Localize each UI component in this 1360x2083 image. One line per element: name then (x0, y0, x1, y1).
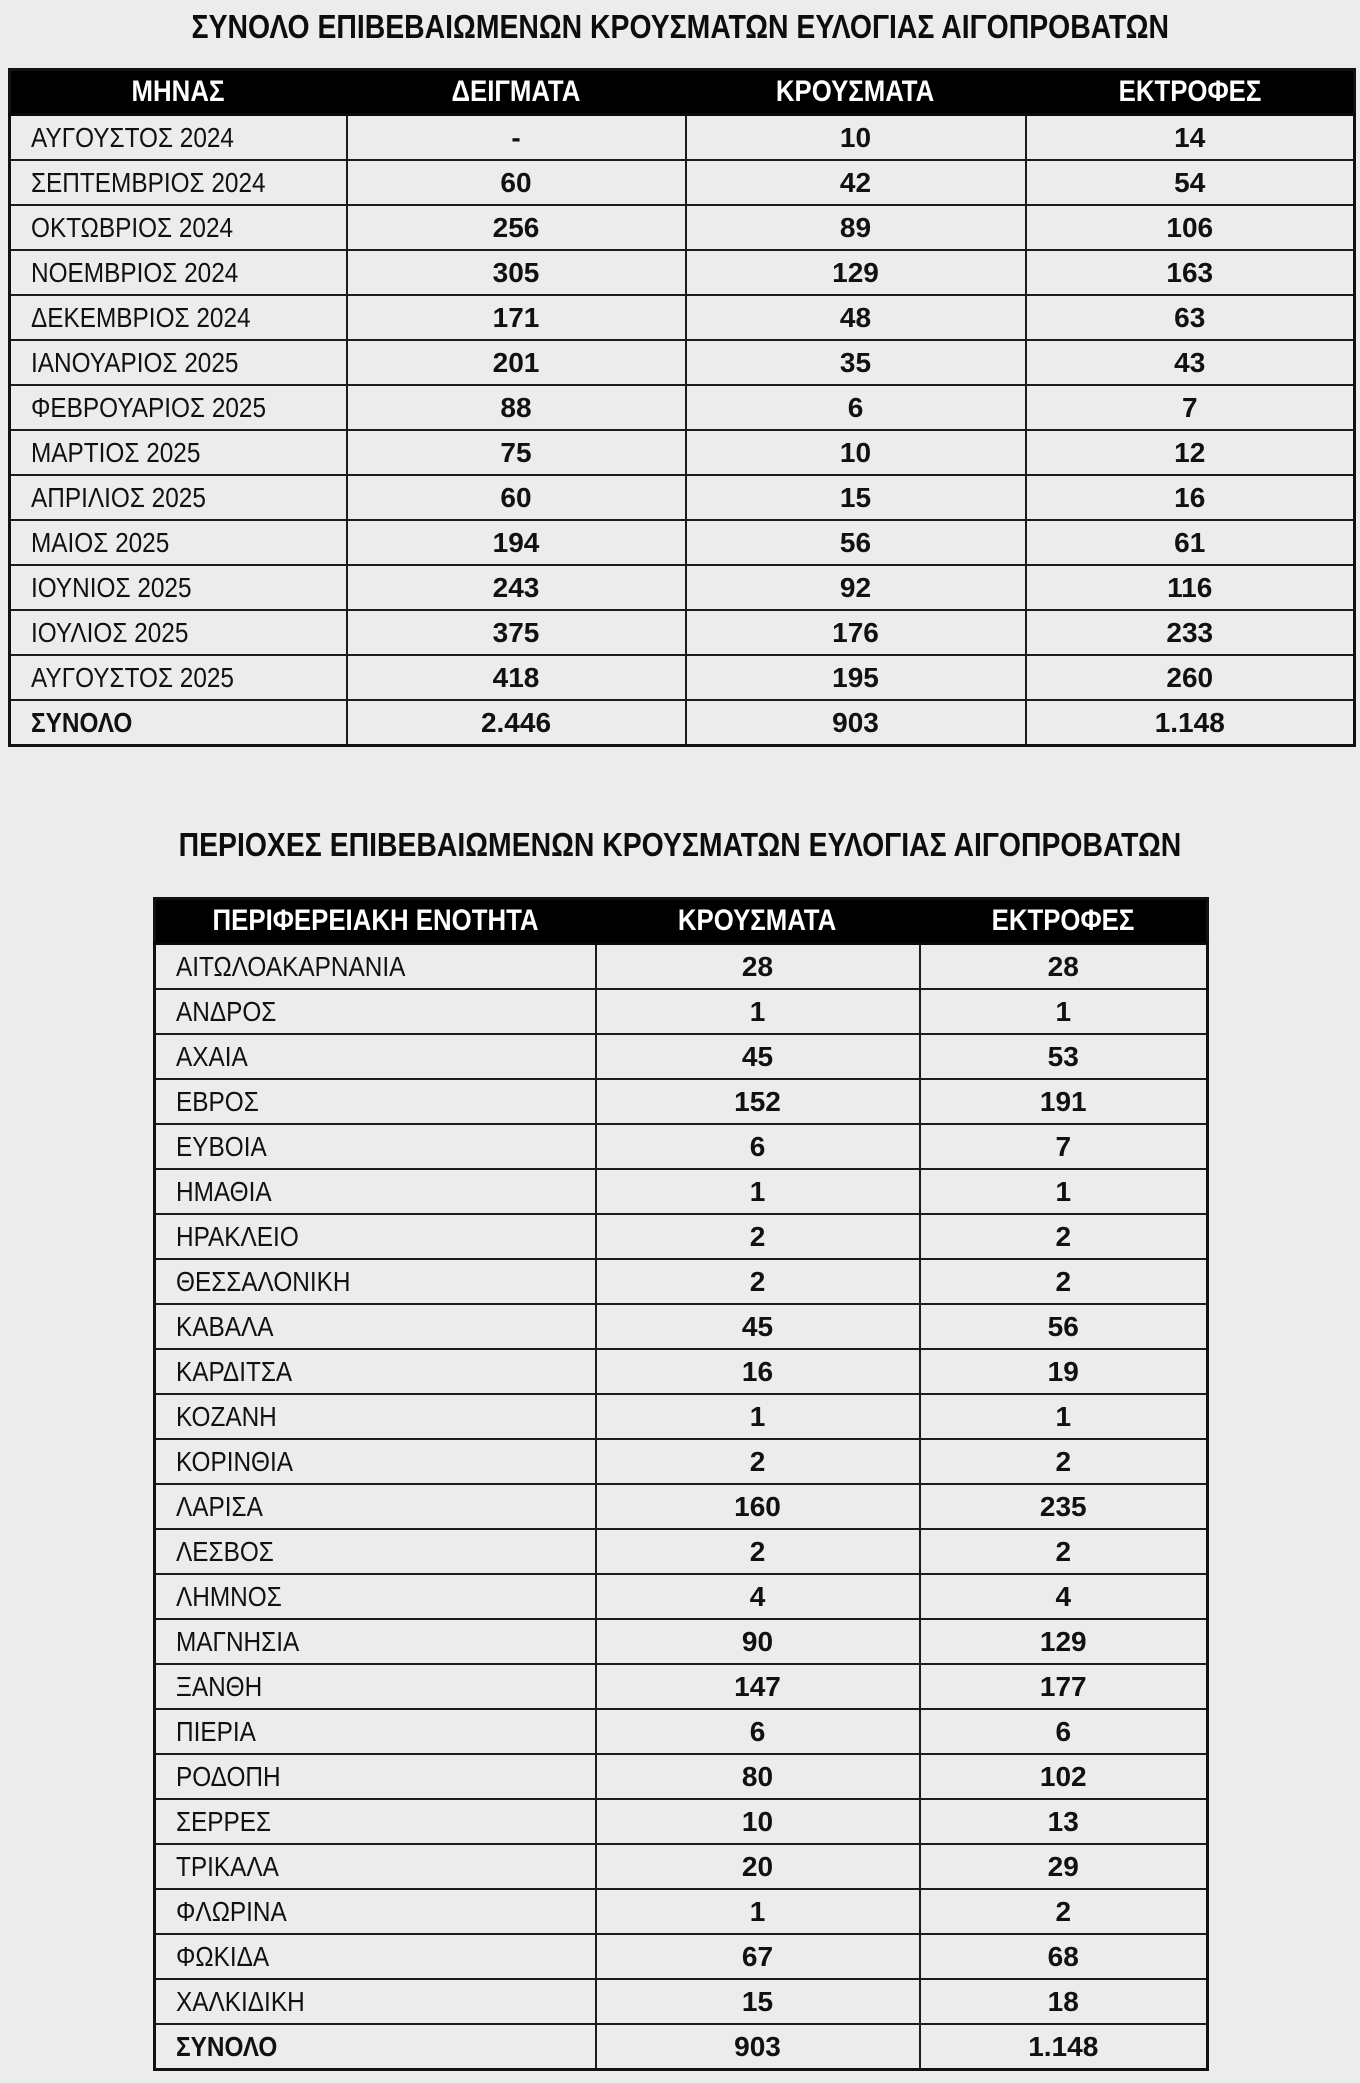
regional-label: ΑΝΔΡΟΣ (176, 995, 277, 1027)
regional-value-cell: 6 (920, 1709, 1208, 1754)
column-header-month-label: ΜΗΝΑΣ (131, 75, 225, 108)
monthly-value-cell: 194 (347, 520, 686, 565)
monthly-value-cell: 35 (686, 340, 1026, 385)
monthly-row (10, 430, 1355, 475)
regional-row (155, 1439, 1208, 1484)
monthly-value-cell: 7 (1026, 385, 1355, 430)
monthly-value-cell: 129 (686, 250, 1026, 295)
regional-value-cell: 1.148 (920, 2024, 1208, 2070)
monthly-row (10, 610, 1355, 655)
monthly-value-cell: 14 (1026, 115, 1355, 161)
column-header-regional-unit-label: ΠΕΡΙΦΕΡΕΙΑΚΗ ΕΝΟΤΗΤΑ (212, 904, 539, 937)
regional-table-title (0, 826, 1360, 864)
regional-label-cell (155, 1034, 596, 1079)
regional-value-cell: 235 (920, 1484, 1208, 1529)
monthly-value-cell: 243 (347, 565, 686, 610)
monthly-value-cell: 195 (686, 655, 1026, 700)
regional-value-cell: 6 (596, 1709, 920, 1754)
regional-value-cell: 2 (596, 1439, 920, 1484)
monthly-value-cell: 116 (1026, 565, 1355, 610)
regional-label-cell (155, 944, 596, 990)
monthly-label: ΣΥΝΟΛΟ (31, 706, 133, 738)
regional-value-cell: 177 (920, 1664, 1208, 1709)
regional-value-cell: 68 (920, 1934, 1208, 1979)
regional-label: ΑΙΤΩΛΟΑΚΑΡΝΑΝΙΑ (176, 950, 406, 982)
regional-label-cell (155, 1214, 596, 1259)
regional-label: ΞΑΝΘΗ (176, 1670, 263, 1702)
regional-row (155, 944, 1208, 990)
monthly-value-cell: - (347, 115, 686, 161)
regional-value-cell: 903 (596, 2024, 920, 2070)
regional-row (155, 1619, 1208, 1664)
regional-label: ΣΥΝΟΛΟ (176, 2030, 278, 2062)
monthly-value-cell: 6 (686, 385, 1026, 430)
regional-value-cell: 1 (596, 989, 920, 1034)
monthly-value-cell: 176 (686, 610, 1026, 655)
regional-label: ΦΩΚΙΔΑ (176, 1940, 270, 1972)
regional-value-cell: 16 (596, 1349, 920, 1394)
monthly-label-cell (10, 385, 347, 430)
regional-label: ΑΧΑΙΑ (176, 1040, 248, 1072)
regional-row (155, 1034, 1208, 1079)
monthly-value-cell: 260 (1026, 655, 1355, 700)
regional-value-cell: 2 (920, 1439, 1208, 1484)
monthly-row (10, 340, 1355, 385)
regional-value-cell: 53 (920, 1034, 1208, 1079)
regional-label: ΣΕΡΡΕΣ (176, 1805, 272, 1837)
regional-label-cell (155, 1934, 596, 1979)
monthly-value-cell: 418 (347, 655, 686, 700)
regional-label: ΚΟΡΙΝΘΙΑ (176, 1445, 294, 1477)
regional-label-cell (155, 1754, 596, 1799)
column-header-farms (920, 899, 1208, 944)
monthly-value-cell: 375 (347, 610, 686, 655)
regional-label-cell (155, 1529, 596, 1574)
regional-row (155, 1799, 1208, 1844)
regional-label-cell (155, 1709, 596, 1754)
monthly-value-cell: 1.148 (1026, 700, 1355, 746)
monthly-label: ΙΟΥΛΙΟΣ 2025 (31, 616, 189, 648)
monthly-value-cell: 163 (1026, 250, 1355, 295)
regional-total-row (155, 2024, 1208, 2070)
column-header-regional-unit (155, 899, 596, 944)
monthly-label: ΑΠΡΙΛΙΟΣ 2025 (31, 481, 206, 513)
regional-label: ΠΙΕΡΙΑ (176, 1715, 256, 1747)
monthly-value-cell: 88 (347, 385, 686, 430)
regional-value-cell: 90 (596, 1619, 920, 1664)
monthly-label: ΑΥΓΟΥΣΤΟΣ 2024 (31, 121, 234, 153)
monthly-label: ΟΚΤΩΒΡΙΟΣ 2024 (31, 211, 234, 243)
monthly-label-cell (10, 340, 347, 385)
monthly-row (10, 115, 1355, 161)
monthly-value-cell: 233 (1026, 610, 1355, 655)
column-header-farms (1026, 70, 1355, 115)
regional-value-cell: 2 (920, 1214, 1208, 1259)
regional-value-cell: 67 (596, 1934, 920, 1979)
regional-value-cell: 1 (596, 1889, 920, 1934)
regional-row (155, 1304, 1208, 1349)
regional-value-cell: 19 (920, 1349, 1208, 1394)
regional-label-cell (155, 1799, 596, 1844)
regional-row (155, 1754, 1208, 1799)
monthly-value-cell: 201 (347, 340, 686, 385)
regional-value-cell: 6 (596, 1124, 920, 1169)
regional-row (155, 989, 1208, 1034)
column-header-cases-label: ΚΡΟΥΣΜΑΤΑ (678, 904, 837, 937)
monthly-value-cell: 10 (686, 115, 1026, 161)
monthly-label: ΦΕΒΡΟΥΑΡΙΟΣ 2025 (31, 391, 267, 423)
regional-value-cell: 147 (596, 1664, 920, 1709)
monthly-label-cell (10, 250, 347, 295)
regional-row (155, 1484, 1208, 1529)
regional-label-cell (155, 989, 596, 1034)
monthly-value-cell: 10 (686, 430, 1026, 475)
regional-label: ΡΟΔΟΠΗ (176, 1760, 281, 1792)
column-header-month (10, 70, 347, 115)
monthly-label: ΔΕΚΕΜΒΡΙΟΣ 2024 (31, 301, 251, 333)
monthly-row (10, 385, 1355, 430)
regional-label-cell (155, 1664, 596, 1709)
regional-value-cell: 13 (920, 1799, 1208, 1844)
monthly-row (10, 475, 1355, 520)
monthly-value-cell: 305 (347, 250, 686, 295)
regional-label-cell (155, 1889, 596, 1934)
regional-value-cell: 160 (596, 1484, 920, 1529)
regional-value-cell: 20 (596, 1844, 920, 1889)
column-header-farms-label: ΕΚΤΡΟΦΕΣ (1118, 75, 1262, 108)
monthly-value-cell: 171 (347, 295, 686, 340)
regional-label: ΗΡΑΚΛΕΙΟ (176, 1220, 299, 1252)
regional-label: ΦΛΩΡΙΝΑ (176, 1895, 287, 1927)
regional-value-cell: 152 (596, 1079, 920, 1124)
monthly-label: ΑΥΓΟΥΣΤΟΣ 2025 (31, 661, 234, 693)
regional-value-cell: 7 (920, 1124, 1208, 1169)
monthly-value-cell: 12 (1026, 430, 1355, 475)
regional-label: ΛΕΣΒΟΣ (176, 1535, 274, 1567)
monthly-value-cell: 48 (686, 295, 1026, 340)
regional-row (155, 1349, 1208, 1394)
regional-value-cell: 2 (920, 1529, 1208, 1574)
regional-label-cell (155, 1439, 596, 1484)
regional-value-cell: 102 (920, 1754, 1208, 1799)
regional-value-cell: 1 (920, 989, 1208, 1034)
regional-label: ΤΡΙΚΑΛΑ (176, 1850, 279, 1882)
regional-row (155, 1079, 1208, 1124)
column-header-cases (596, 899, 920, 944)
column-header-samples-label: ΔΕΙΓΜΑΤΑ (451, 75, 581, 108)
monthly-row (10, 205, 1355, 250)
monthly-value-cell: 256 (347, 205, 686, 250)
monthly-label-cell (10, 565, 347, 610)
regional-value-cell: 1 (920, 1169, 1208, 1214)
monthly-label-cell (10, 430, 347, 475)
monthly-row (10, 655, 1355, 700)
regional-table-header-row (155, 899, 1208, 944)
regional-row (155, 1844, 1208, 1889)
regional-label: ΚΟΖΑΝΗ (176, 1400, 277, 1432)
regional-row (155, 1889, 1208, 1934)
regional-row (155, 1124, 1208, 1169)
monthly-total-row (10, 700, 1355, 746)
monthly-table-title-text: ΣΥΝΟΛΟ ΕΠΙΒΕΒΑΙΩΜΕΝΩΝ ΚΡΟΥΣΜΑΤΩΝ ΕΥΛΟΓΙΑΣ ΑΙΓΟΠΡΟΒΑΤΩΝ (191, 8, 1169, 45)
monthly-value-cell: 106 (1026, 205, 1355, 250)
regional-label-cell (155, 1979, 596, 2024)
regional-value-cell: 2 (596, 1529, 920, 1574)
regional-value-cell: 191 (920, 1079, 1208, 1124)
column-header-cases-label: ΚΡΟΥΣΜΑΤΑ (776, 75, 935, 108)
monthly-label: ΝΟΕΜΒΡΙΟΣ 2024 (31, 256, 239, 288)
regional-row (155, 1259, 1208, 1304)
regional-label: ΕΥΒΟΙΑ (176, 1130, 267, 1162)
regional-label-cell (155, 1619, 596, 1664)
regional-value-cell: 2 (920, 1259, 1208, 1304)
monthly-label: ΜΑΡΤΙΟΣ 2025 (31, 436, 201, 468)
regional-value-cell: 15 (596, 1979, 920, 2024)
regional-row (155, 1934, 1208, 1979)
regional-row (155, 1214, 1208, 1259)
regional-row (155, 1979, 1208, 2024)
regional-value-cell: 1 (920, 1394, 1208, 1439)
monthly-label-cell (10, 655, 347, 700)
monthly-value-cell: 56 (686, 520, 1026, 565)
regional-value-cell: 2 (920, 1889, 1208, 1934)
monthly-label-cell (10, 700, 347, 746)
regional-table-title-text: ΠΕΡΙΟΧΕΣ ΕΠΙΒΕΒΑΙΩΜΕΝΩΝ ΚΡΟΥΣΜΑΤΩΝ ΕΥΛΟΓΙΑΣ ΑΙΓΟΠΡΟΒΑΤΩΝ (178, 826, 1182, 863)
monthly-label: ΙΑΝΟΥΑΡΙΟΣ 2025 (31, 346, 239, 378)
regional-value-cell: 45 (596, 1034, 920, 1079)
regional-label: ΛΑΡΙΣΑ (176, 1490, 263, 1522)
regional-value-cell: 29 (920, 1844, 1208, 1889)
regional-value-cell: 45 (596, 1304, 920, 1349)
regional-value-cell: 129 (920, 1619, 1208, 1664)
regional-row (155, 1529, 1208, 1574)
monthly-value-cell: 42 (686, 160, 1026, 205)
monthly-table (8, 68, 1356, 747)
monthly-value-cell: 75 (347, 430, 686, 475)
monthly-value-cell: 15 (686, 475, 1026, 520)
regional-value-cell: 2 (596, 1259, 920, 1304)
monthly-table-header-row (10, 70, 1355, 115)
regional-label-cell (155, 1484, 596, 1529)
regional-label-cell (155, 1394, 596, 1439)
monthly-row (10, 250, 1355, 295)
regional-label: ΧΑΛΚΙΔΙΚΗ (176, 1985, 305, 2017)
monthly-row (10, 295, 1355, 340)
monthly-label-cell (10, 205, 347, 250)
regional-label: ΘΕΣΣΑΛΟΝΙΚΗ (176, 1265, 351, 1297)
monthly-value-cell: 89 (686, 205, 1026, 250)
monthly-label-cell (10, 520, 347, 565)
regional-label-cell (155, 1349, 596, 1394)
regional-row (155, 1664, 1208, 1709)
monthly-label: ΣΕΠΤΕΜΒΡΙΟΣ 2024 (31, 166, 266, 198)
monthly-row (10, 520, 1355, 565)
regional-label-cell (155, 2024, 596, 2070)
column-header-cases (686, 70, 1026, 115)
monthly-label-cell (10, 115, 347, 161)
monthly-value-cell: 92 (686, 565, 1026, 610)
regional-value-cell: 18 (920, 1979, 1208, 2024)
regional-label-cell (155, 1124, 596, 1169)
regional-row (155, 1709, 1208, 1754)
regional-label: ΛΗΜΝΟΣ (176, 1580, 282, 1612)
regional-label: ΗΜΑΘΙΑ (176, 1175, 272, 1207)
monthly-table-body (10, 115, 1355, 746)
monthly-label: ΜΑΙΟΣ 2025 (31, 526, 170, 558)
regional-label-cell (155, 1574, 596, 1619)
monthly-row (10, 160, 1355, 205)
monthly-label-cell (10, 475, 347, 520)
monthly-value-cell: 60 (347, 475, 686, 520)
regional-label-cell (155, 1259, 596, 1304)
monthly-value-cell: 16 (1026, 475, 1355, 520)
regional-label: ΚΑΡΔΙΤΣΑ (176, 1355, 293, 1387)
monthly-value-cell: 61 (1026, 520, 1355, 565)
regional-value-cell: 56 (920, 1304, 1208, 1349)
monthly-label-cell (10, 610, 347, 655)
regional-value-cell: 4 (920, 1574, 1208, 1619)
monthly-value-cell: 903 (686, 700, 1026, 746)
column-header-samples (347, 70, 686, 115)
monthly-value-cell: 54 (1026, 160, 1355, 205)
monthly-value-cell: 63 (1026, 295, 1355, 340)
monthly-label-cell (10, 295, 347, 340)
regional-value-cell: 4 (596, 1574, 920, 1619)
monthly-label-cell (10, 160, 347, 205)
regional-value-cell: 28 (920, 944, 1208, 990)
regional-row (155, 1574, 1208, 1619)
regional-value-cell: 2 (596, 1214, 920, 1259)
monthly-value-cell: 60 (347, 160, 686, 205)
monthly-label: ΙΟΥΝΙΟΣ 2025 (31, 571, 192, 603)
monthly-row (10, 565, 1355, 610)
regional-value-cell: 80 (596, 1754, 920, 1799)
regional-value-cell: 1 (596, 1169, 920, 1214)
monthly-table-title (0, 8, 1360, 46)
regional-label: ΕΒΡΟΣ (176, 1085, 259, 1117)
regional-label-cell (155, 1304, 596, 1349)
regional-value-cell: 28 (596, 944, 920, 990)
regional-row (155, 1169, 1208, 1214)
column-header-farms-label: ΕΚΤΡΟΦΕΣ (991, 904, 1135, 937)
monthly-value-cell: 2.446 (347, 700, 686, 746)
regional-label: ΜΑΓΝΗΣΙΑ (176, 1625, 300, 1657)
regional-table (153, 897, 1209, 2071)
regional-label-cell (155, 1079, 596, 1124)
monthly-value-cell: 43 (1026, 340, 1355, 385)
regional-label: ΚΑΒΑΛΑ (176, 1310, 274, 1342)
regional-row (155, 1394, 1208, 1439)
regional-value-cell: 10 (596, 1799, 920, 1844)
regional-label-cell (155, 1844, 596, 1889)
regional-value-cell: 1 (596, 1394, 920, 1439)
regional-table-body (155, 944, 1208, 2070)
regional-label-cell (155, 1169, 596, 1214)
